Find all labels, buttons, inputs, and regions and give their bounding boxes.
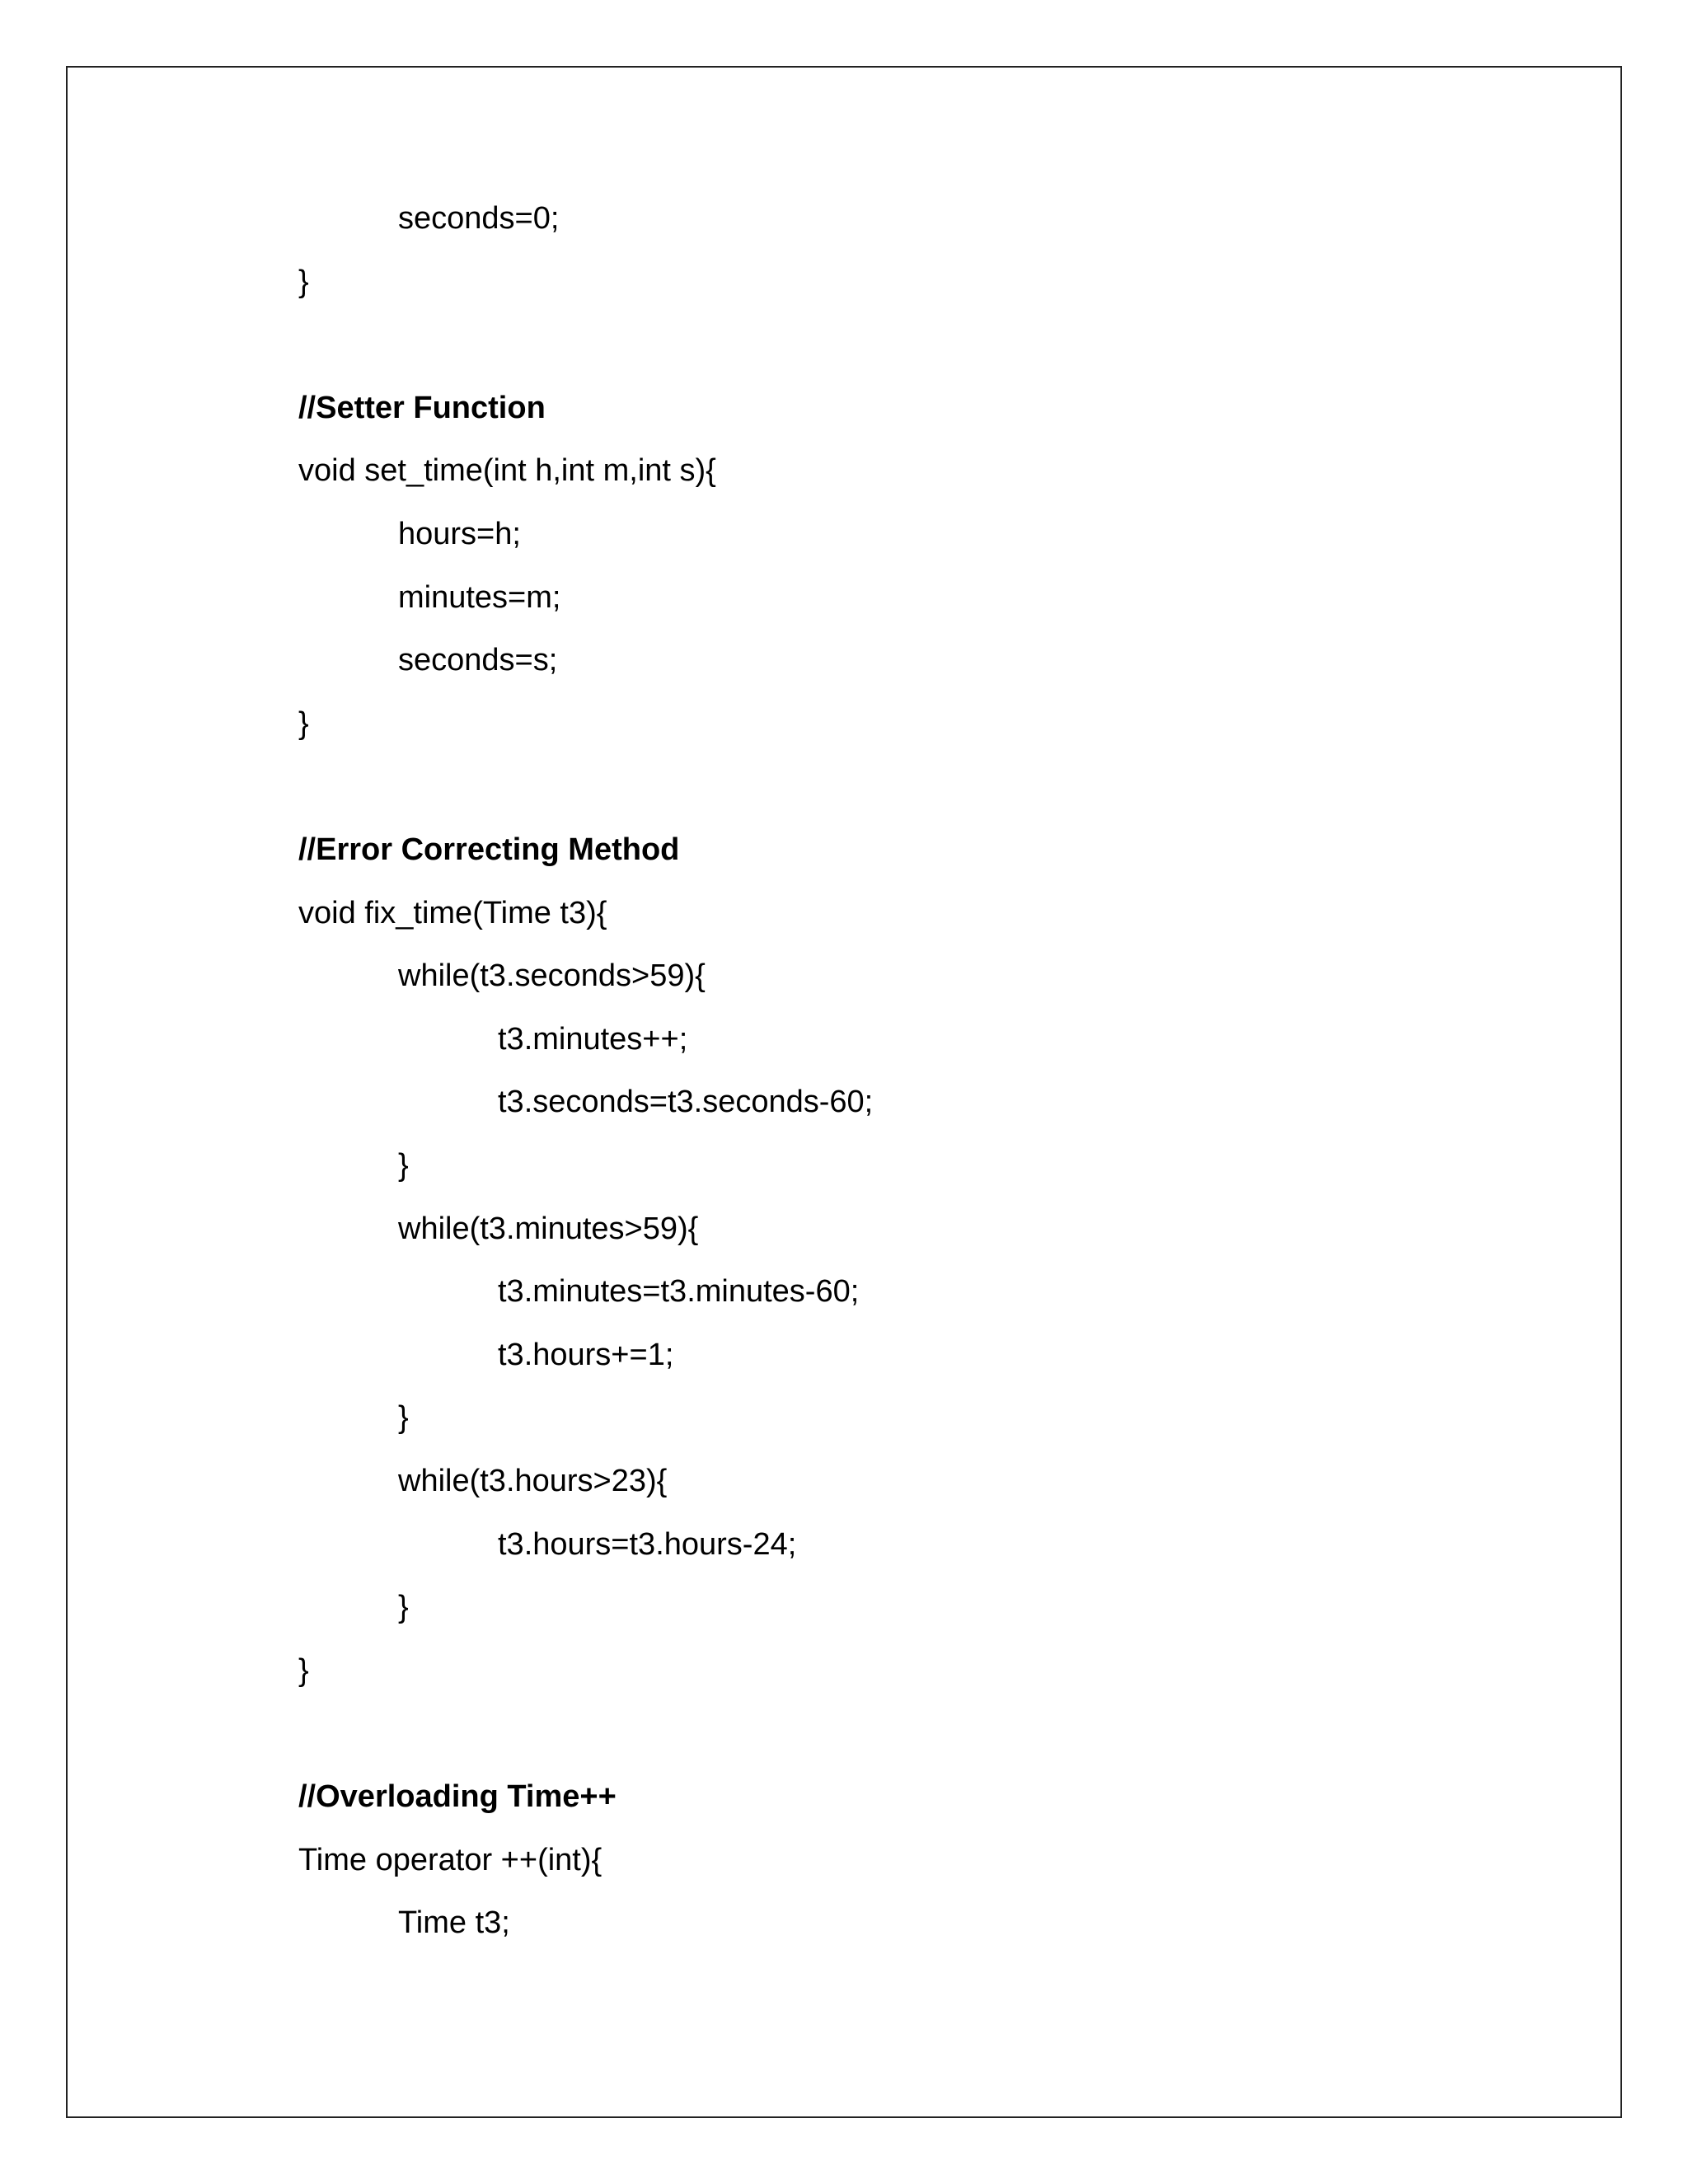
code-line: while(t3.minutes>59){: [398, 1211, 699, 1246]
code-line: }: [398, 1148, 409, 1183]
code-line: void fix_time(Time t3){: [298, 895, 607, 930]
code-line: while(t3.seconds>59){: [398, 958, 706, 994]
code-line: }: [298, 264, 309, 299]
code-line: t3.hours=t3.hours-24;: [498, 1526, 797, 1562]
code-line: while(t3.hours>23){: [398, 1464, 668, 1498]
code-line: void set_time(int h,int m,int s){: [298, 453, 716, 489]
code-line: Time operator ++(int){: [298, 1842, 603, 1877]
code-line: t3.minutes=t3.minutes-60;: [498, 1274, 860, 1310]
section-comment: //Setter Function: [298, 390, 546, 425]
code-line: t3.hours+=1;: [498, 1337, 674, 1372]
code-line: seconds=s;: [398, 643, 558, 678]
section-comment: //Overloading Time++: [298, 1779, 617, 1814]
code-line: }: [398, 1590, 409, 1625]
code-line: minutes=m;: [398, 579, 561, 615]
code-line: t3.minutes++;: [498, 1021, 688, 1057]
code-line: }: [398, 1400, 409, 1436]
code-line: hours=h;: [398, 517, 521, 551]
code-line: seconds=0;: [398, 201, 560, 236]
code-line: Time t3;: [398, 1905, 510, 1941]
section-comment: //Error Correcting Method: [298, 832, 680, 867]
code-line: }: [298, 1652, 309, 1688]
code-line: t3.seconds=t3.seconds-60;: [498, 1085, 874, 1120]
code-line: }: [298, 705, 309, 741]
